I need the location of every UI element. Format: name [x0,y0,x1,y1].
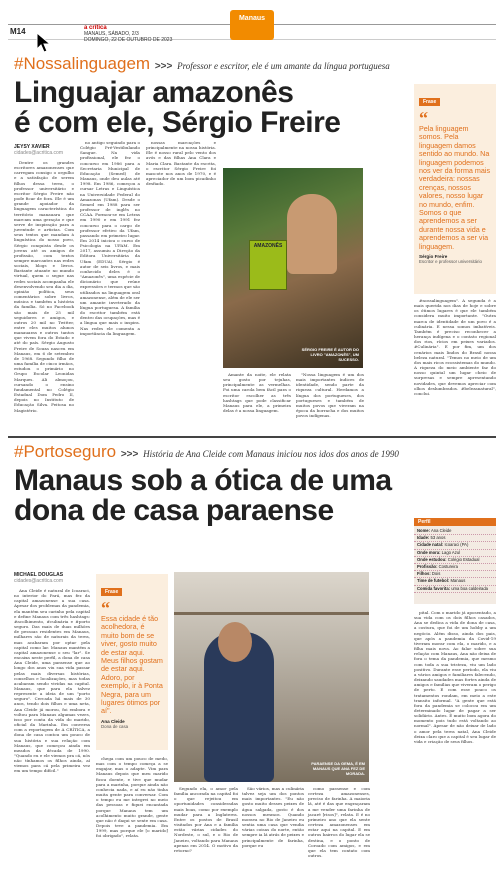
story2-frase-name: Ana Cleide [101,718,125,724]
story2-column-1 [14,588,90,866]
story1-frase-tag: Frase [419,98,440,106]
story1-frase-quote: Pela linguagem somos. Pela linguagem damos sentido ao mundo. Na linguagem podemos nos ver da forma mais verdadeira: nossas crenças, nossos valores, nosso lugar no mundo, enfim. Somos o que aprendemos a ser durante nossa vida e aprendemos a ser via linguagem. [419,124,491,251]
story2-frase-box [96,574,168,750]
story1-column-3 [146,140,216,378]
perfil-row: Onde mora: Lago Azul [414,550,496,557]
story2-col3-text: chega com um pouco de medo, mas com o tempo começa a se engajar, mas o adapte. Vim para Manaus depois que meu marido ficou doente, e tive que mudar para a marinha, porque ainda não conhecia nada, e aí eu não tinha muita gente para conversar. Com o tempo eu me integrei no meio das pessoas e fiquei encantada porque Manaus tem um acolhimento muito grande, gente que não é daqui se sente em casa. Depois teve a pandemia. Em 1999, mas porque ele [o marido] foi obrigado", relata. [96,756,168,839]
story2-frase-quote: Essa cidade é tão acolhedora, é muito bom de se viver, gosto muito de estar aqui. Meus filhos gostam de estar aqui. Adoro, por exemplo, ir à Ponta Negra, para um lugares ótimos por aí". [101,614,163,716]
story2-byline [14,572,63,584]
section-logo [230,10,274,40]
story1-headline-line2: é com ele, Sérgio Freire [14,106,341,139]
story2-column-5 [242,786,304,866]
section-divider [8,436,496,438]
perfil-row: Profissão: Costureira [414,564,496,571]
page-number: M14 [10,27,26,36]
story1-author: JEYSY XAVIER [14,144,50,150]
story1-column-6 [414,298,496,432]
paper-name: a crítica [84,25,107,31]
story2-frase-role: Dona de casa [101,723,129,729]
perfil-row: Comida favorita: uma boa caldeirada [414,586,496,593]
story1-arrows: >>> [154,61,173,72]
story2-perfil-box [414,518,496,604]
quote-mark-icon: “ [101,598,110,618]
ana-cleide-photo [174,572,369,782]
story2-author-email: cidades@acritica.com [14,578,63,584]
story2-column-6 [308,786,370,866]
story1-frase-name: Sérgio Freire [419,254,448,260]
story2-arrows: >>> [120,449,139,460]
story2-author: MICHAEL DOUGLAS [14,572,64,578]
story1-col5-text: "Nossa linguagem é um dos mais importantes índices de identidade, sendo parte da riqueza cultural. Herdamos a língua dos portugueses, dos portugueses e também de muitos povos que viveram na época da borracha e dos muitos povos indígenas. [296,372,364,419]
story1-col3-text: nossas marcações e principalmente na nossa história. Ele é nosso rural pelo vento dos avós e das filhas Ana Clara e Maria Clara. Bastante da escrita, o escritor Sérgio Freire foi mascote nos anos de 1970, e é apreciador de um bom picadinho desfiado. [146,140,216,187]
story1-col4-text: Amante da noite, ele relata seu gosto por tejuhas, principalmente as vermelhas. Foi uma carola bem fácil para o escritor escolher as três hashtags que pode classificar Manaus para ele, a primeira delas é a nossa linguagem. [223,372,291,414]
perfil-row: Onde estudou: Colégio Estadual [414,557,496,564]
story1-column-2 [80,140,140,378]
story2-column-4 [174,786,238,866]
story2-headline-line2: dona de casa paraense [14,494,334,527]
perfil-row: Idade: 53 anos [414,535,496,542]
story1-col6-text: #nossalinguagem". A segunda é a mais querida nos dias de hoje e sobre os ótimos lugares é que ele também considera muito importante. "Outra marca de identidade de um povo é a culinária. E nessa somos imbatíveis. Também é preciso reconhecer a herança indígena e o contato regional dos rios, rícios em peixes variados. #Culinária". E por fim, um dos cenários mais lindos do Brasil nossa beleza natural. "Temos no meio de um dos mais ricos ecossistemas do mundo. A riqueza do meio ambiente faz do nosso quintal um lugar cheio de surpresas e sempre apresentando novidades, que devemos apreciar com olhos deslumbrados. #belezanatural", conclui. [414,298,496,396]
story2-hashtag-line [14,442,399,462]
story1-headline [14,78,414,138]
logo-text: Manaus [238,15,266,22]
story2-headline [14,466,414,526]
story2-column-3 [96,756,168,866]
story2-photo-caption: PARAENSE DA GEMA, É EM MANAUS QUE ANA FEZ DE MORADA. [311,761,365,776]
story2-hashtag: #Portoseguro [14,442,117,461]
story1-col1-text: Dentre os grandes escritores amazonenses que carregam consigo o orgulho e a satisfação de serem filhos dessa terra, o professor universitário e escritor Sérgio Freire não pode ficar de fora. Ele é um grande apoiador da linguagem característica do território manauara que marcam uma geração e que serve de inspiração para a juventude e artistas. Com seus textos que mandam à linguística do nosso povo, Sérgio conquista desde os jovens até os amigos de profissão, com textos sempre marcantes nas redes sociais, blogs e livros. Bastante atuante no mundo virtual, quem o segue nas redes sociais acompanha ele desenvolvendo seu dia a dia, opinião política, seus comentários sobre livros, música e também a história da família. Só no Facebook são mais de 25 mil seguidores e amigos, e outros 20 mil no Twitter, entre eles muitos alunos manauaras e outros tantos que vivem fora do Estado e até do país. Sérgio Augusto Freire de Souza nasceu em Manaus, em 6 de setembro de 1968. Segundo filho de uma família de cinco irmãos, estudou o primário no Grupo Escolar Leonidas Marques. Ali almoçou, cursando o ensino fundamental no Colégio Estadual Dom Pedro II, depois no Instituto de Educação Silva. Feitosa no Magistério. [14,160,74,413]
masthead [84,25,172,43]
mouse-cursor-icon [36,32,52,54]
woman-head [218,622,252,662]
story1-hashtag: #Nossalinguagem [14,54,151,73]
story2-frase-tag: Frase [101,588,122,596]
story2-col5-text: São vários, mas a culinária talvez seja um dos pontos mais importantes. "Eu não gosto muito desses peixes de água salgada, gosto é dos nossos mesmos. Quando morava no Rio de Janeiro eu sentia uma casa que vendia várias coisas do norte, então sempre ia lá atrás de peixes e principalmente de farinha, porque eu [242,786,304,848]
story2-col4-text: Segundo ela, o amor pela família ancorada na capital foi o que rejeitou em oportunidades consideradas mais boas, como por exemplo mudar para a Inglaterra. Entre os postos de Brasil visitados por Ana e a família estão várias cidades do Nordeste, o sul, e o Rio de Janeiro, voltando para Manaus apenas em 2014. O motivo da retorno? [174,786,238,853]
story1-column-1 [14,160,74,413]
story2-col7-text: pital. Com o marido já aposentado, a sua vida com os dois filhos casados, Ana se dedica a vida de dona de casa, a costura, que foi de um hobby a um negócio. Além disso, ainda dos pais, que após a pandemia da Covid-19 tiveram morar com ela, o marido, e a filha mais nova. Ao falar sobre sua relação com Manaus, Ana não deixa de fora o tema da pandemia, que mesmo com toda a sua tristeza, viu um lado positivo. Durante esse período, ela viu a vários amigos e familiares falecendo, deixando saudades mas fortes ainda de amigos e famílias que viveram o perigo de perto. E com esse pouco os tratamentos rondam, em meio a este transito informal. "A gente que está fora da pandemia se colocou em um determinado lugar de pagar a ser solidário. Antes. É muito bom agora do momento pois tudo está voltando ao normal". Apesar de não deixar de lado o amor pela terra natal, Ana Cleide deixa claro que a capital é seu lugar de vida e criação de seus filhos. [414,610,496,744]
story1-kicker: Professor e escritor, ele é um amante da língua portuguesa [177,61,390,71]
quote-mark-icon: “ [419,108,428,128]
book-cover [249,240,287,290]
story1-frase-role: Escritor e professor universitário [419,259,482,265]
story1-hashtag-line [14,54,390,74]
story1-column-5 [296,372,364,432]
sergio-freire-photo [223,168,363,368]
story2-col6-text: como paraense e com certeza amazonenses, preciso de farinha. A maioria lá, até é das que engraçaram a me vender uma farinha de jacaré [risos]", relata. E é no primeiro ano que ela sente certeza amazonenses em estar aqui na capital. E em outros bairros do lugar ela se destina, e o ponto de Coroado com amigos, e em que ela tem contato com outros. [308,786,370,859]
story1-col2-text: no antigo seguindo para o Colégio Pré-Vestibulando Sangue. Na vida profissional, ele fez o concurso em 1986 para a Secretaria Municipal de Educação (Semed) de Manaus, onde deu aulas até 1998. Em 1986, começou a cursar Letras e Linguística na Universidade Federal do Amazonas (Ufam). Desde o Semed em 1988 para ser professor de inglês no CCAA. Formou-se em Letras em 1990 e em 1991 fez concurso para o cargo de professor efetivo da Ufam, passando em primeiro lugar. Em 2014 iniciou o curso de Psicologia na UFAM. Em 2017, assumiu a Direção da Editora Universitária da Ufam (EDUA). Sérgio é autor de seis livros, e mais conhecido deles é o "Amazonês", uma espécie de dicionário que reúne expressões e termos que são utilizados na linguagem oral amazonense, além de ele ser um amante inveterado da língua portuguesa. A família do escritor também está dentro das ocupações, mas é a língua que mais o inspira. Nas redes ele comenta a importância da linguagem. [80,140,140,336]
story1-frase-box [414,84,496,294]
story1-column-4 [223,372,291,432]
story1-byline [14,144,63,156]
book-title: AMAZONÊS [253,243,283,249]
story2-perfil-tag: Perfil [414,518,496,526]
edition-line-2: DOMINGO, 22 DE OUTUBRO DE 2023 [84,37,173,43]
story1-headline-line1: Linguajar amazonês [14,76,294,109]
perfil-row: Cidade natal: Icoaraci (PA) [414,542,496,549]
story2-column-7 [414,610,496,866]
story1-author-email: cidades@acritica.com [14,150,63,156]
story2-col1-text: Ana Cleide é natural de Icoaraci, no interior do Pará, mas fez da capital amazonense a sua casa. Apesar dos problemas da pandemia, ela mantém seu carinho pela capital e define Manaus com três hashtags: #acolhimento, #culinária e #porto seguro. Das mais de duas milhões de pessoas residentes em Manaus, milhares são de naturais da terra, mas acabaram por optar pela capital como lar. Manaus mantém a capital amazonense o seu "lar". Se encaixa neste perfil, a dona de casa Ana Cleide, uma paraense que ao longo dos anos viu sua vida passar pelas mais diversas histórias, conselhos e localizações, mas todas acabaram sendo vividas na capital. Manaus, que para ela talvez represente a ideia de um "porto seguro". Cercada há mais de 30 anos, tendo dois filhos e uma neta, Ana Cleide já morou, foi embora e voltou para Manaus algumas vezes, isso por conta da vida do marido, oficial da Marinha. Em conversa com a reportagem de A CRÍTICA, a dona de casa contou um pouco de sua história e sua relação com Manaus, que começou ainda em meados da década de 1990. "Quando eu e ele viemos pra cá, nós não tínhamos os filhos ainda, aí viemos para cá pela primeira vez em um tempo difícil." [14,588,90,774]
story2-headline-line1: Manaus sob a ótica de uma [14,464,392,497]
story2-kicker: História de Ana Cleide com Manaus iniciou nos idos dos anos de 1990 [143,449,399,459]
edition-line-1: MANAUS, SÁBADO, 2/3 [84,31,139,37]
photo-shelf [174,612,369,615]
person-figure [287,194,337,274]
perfil-row: Filhos: Dois [414,571,496,578]
story1-photo-caption: SÉRGIO FREIRE É AUTOR DO LIVRO "AMAZONÊS", UM SUCESSO. [301,347,359,362]
perfil-row: Nome: Ana Cleide [414,528,496,535]
perfil-row: Time de futebol: Manaus [414,578,496,585]
